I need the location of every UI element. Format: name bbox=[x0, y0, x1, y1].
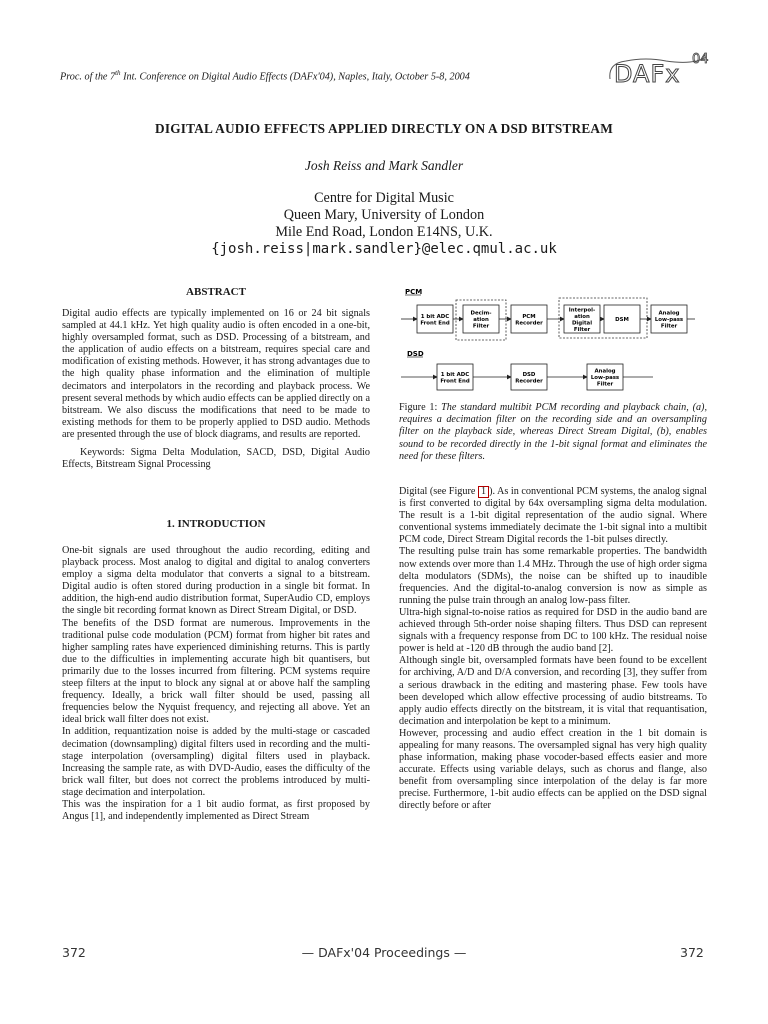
pcm-block-4-label: Interpol- bbox=[568, 307, 596, 314]
intro-paragraph-1: One-bit signals are used throughout the audio recording, editing and playback process. Most analog to digital and digital to analog converters employ a sigma delta modulator that converts a signal to a bitstream. Digital audio is often stored during production in a single bit format. In addition, the high-end audio distribution format, SuperAudio CD, employs the single bit recording format known as Direct Stream Digital, or DSD. bbox=[62, 545, 370, 617]
dsd-label: DSD bbox=[407, 350, 424, 358]
affiliation-line-1: Centre for Digital Music bbox=[314, 190, 454, 206]
dsd-block-2-label: DSD bbox=[522, 371, 536, 378]
dsd-block-3-label: Analog bbox=[594, 368, 616, 375]
abstract-heading: ABSTRACT bbox=[186, 286, 246, 298]
pcm-block-2-label: Decim- bbox=[470, 310, 492, 317]
pcm-block-5-label: DSM bbox=[615, 317, 629, 323]
pcm-chain bbox=[401, 305, 695, 333]
abstract-body bbox=[62, 308, 370, 471]
affiliation-email: {josh.reiss|mark.sandler}@elec.qmul.ac.uk bbox=[211, 241, 557, 257]
conference-header: Proc. of the 7th Int. Conference on Digital Audio Effects (DAFx'04), Naples, Italy, October 5-8, 2004 bbox=[60, 69, 470, 83]
pcm-block-3-label: Recorder bbox=[515, 320, 543, 327]
caption-label: Figure 1: bbox=[399, 402, 442, 413]
pcm-block-6-label: Filter bbox=[660, 323, 678, 330]
right-paragraph-1: Digital (see Figure 1 ). As in conventional PCM systems, the analog signal is first converted to digital by 64x oversampling sigma delta modulation. The result is a 1-bit digital representation of the audio signal. Where conventional systems immediately decimate the 1-bit signal into a multibit PCM code, Direct Stream Digital records the 1-bit pulses directly. bbox=[399, 486, 708, 546]
pcm-label: PCM bbox=[405, 288, 423, 296]
dsd-block-2-label: Recorder bbox=[515, 378, 543, 385]
paper-authors: Josh Reiss and Mark Sandler bbox=[304, 158, 464, 173]
right-paragraph-5: However, processing and audio effect creation in the 1 bit domain is appealing for many reasons. The oversampled signal has very high quality phase information, making phase vocoder-based effects easier and more accurate. Effects using variable delays, such as chorus and flange, also benefit from oversampling since interpolation of the delay is far more precise. Furthermore, 1-bit audio effects can be applied on the DSD signal directly before or after bbox=[399, 727, 707, 812]
introduction-heading: 1. INTRODUCTION bbox=[166, 518, 266, 530]
right-column-body bbox=[399, 486, 707, 813]
logo-text: DAFx bbox=[614, 60, 681, 88]
pcm-block-4-label: ation bbox=[574, 313, 590, 320]
pcm-block-4-label: Filter bbox=[573, 326, 591, 333]
intro-paragraph-3: In addition, requantization noise is added by the multi-stage or cascaded decimation (downsampling) digital filters used in recording and the multi-stage interpolation (oversampling) digital filters used in playback. Increasing the sample rate, as with DVD-Audio, eases the difficulty of the brick wall filter, but does not correct the problems introduced by multi-stage decimation and interpolation. bbox=[62, 726, 370, 798]
figure-1-caption bbox=[399, 402, 707, 463]
dsd-chain bbox=[401, 364, 653, 390]
pcm-block-6-label: Analog bbox=[658, 310, 680, 317]
pcm-block-2-label: ation bbox=[473, 317, 489, 323]
right-paragraph-4: Although single bit, oversampled formats have been found to be excellent for archiving, A/D and D/A conversion, and recording [3], they suffer from a serious drawback in the editing and mastering phase. Few tools have been developed which allow effective processing of audio bitstreams. To apply audio effects directly on the bitstream, it is vital that requantisation, decimation and interpolation be kept to a minimum. bbox=[399, 655, 707, 727]
dsd-block-3-label: Low-pass bbox=[590, 375, 620, 381]
intro-paragraph-2: The benefits of the DSD format are numerous. Improvements in the traditional pulse code modulation (PCM) format from higher bit rates and higher sampling rates have experienced diminishing returns. This is partly due to the difficulties in implementing accurate high bit quantisers, but primarily due to the losses incurred from filtering. PCM systems require steep filters at the input to block any signal at or above half the sampling frequency. Ideally, a brick wall filter should be used, passing all frequencies below the Nyquist frequency, and rejecting all above. Yet an ideal brick wall filter does not exist. bbox=[62, 617, 370, 726]
pcm-block-3-label: PCM bbox=[522, 313, 536, 320]
page-number-right: 372 bbox=[680, 945, 704, 960]
abstract-text: Digital audio effects are typically implemented on 16 or 24 bit signals sampled at 44.1 kHz. Yet high quality audio is often encoded in a one-bit, highly oversampled format, such as DSD. Processing of a bitstream, and the application of audio effects on a bitstream, requires special care and modification of existing methods. However, it has strong advantages due to the high quality phase information and the elimination of multiple decimators and interpolators in the recording and playback process. We present several methods by which audio effects can be applied directly on a bitstream. We also discuss the modifications that need to be made to existing methods for them to be properly applied to DSD audio. Methods are presented through the use of block diagrams, and results are reported. bbox=[62, 308, 370, 440]
introduction-body bbox=[62, 545, 370, 823]
pcm-block-2-label: Filter bbox=[472, 323, 490, 330]
figure-1-block-diagram bbox=[399, 284, 709, 396]
dsd-block-1-label: Front End bbox=[440, 378, 470, 385]
dsd-block-1-label: 1 bit ADC bbox=[440, 371, 470, 378]
affiliation bbox=[0, 190, 768, 258]
dsd-block-3-label: Filter bbox=[596, 381, 614, 388]
affiliation-line-3: Mile End Road, London E14NS, U.K. bbox=[275, 224, 493, 240]
dafx-logo bbox=[606, 49, 712, 89]
keywords: Keywords: Sigma Delta Modulation, SACD, DSD, Digital Audio Effects, Bitstream Signal Processing bbox=[62, 447, 370, 471]
pcm-block-4-label: Digital bbox=[571, 320, 593, 327]
affiliation-line-2: Queen Mary, University of London bbox=[283, 207, 485, 223]
pcm-block-1-label: Front End bbox=[420, 320, 450, 327]
pcm-block-6-label: Low-pass bbox=[654, 317, 684, 323]
pcm-block-1-label: 1 bit ADC bbox=[420, 313, 450, 320]
paper-title: DIGITAL AUDIO EFFECTS APPLIED DIRECTLY ON A DSD BITSTREAM bbox=[155, 121, 613, 136]
footer-proceedings: — DAFx'04 Proceedings — bbox=[301, 945, 467, 960]
intro-paragraph-4: This was the inspiration for a 1 bit audio format, as first proposed by Angus [1], and independently implemented as Direct Stream bbox=[62, 798, 370, 823]
right-paragraph-3: Ultra-high signal-to-noise ratios as required for DSD in the audio band are achieved through 5th-order noise shaping filters. Thus DSD can represent signals with a frequency response from DC to 100 kHz. The residual noise power is held at -120 dB through the audio band [2]. bbox=[399, 606, 707, 655]
page-number-left: 372 bbox=[62, 945, 86, 960]
logo-year: 04 bbox=[692, 52, 709, 67]
caption-text: The standard multibit PCM recording and playback chain, (a), requires a decimation filter on the recording side and an oversampling filter on the playback side, whereas Direct Stream Digital, (b), enables sound to be recorded directly in the 1-bit signal format and eliminates the need for these filters. bbox=[399, 402, 707, 462]
right-paragraph-2: The resulting pulse train has some remarkable properties. The bandwidth now extends over more than 1.4 MHz. Through the use of high order sigma delta modulators (SDMs), the noise can be shifted up to inaudible frequencies. And the digital-to-analog conversion is now as simple as running the pulse train through an analog low-pass filter. bbox=[399, 546, 707, 606]
figure-1-link[interactable]: 1 bbox=[478, 486, 489, 498]
